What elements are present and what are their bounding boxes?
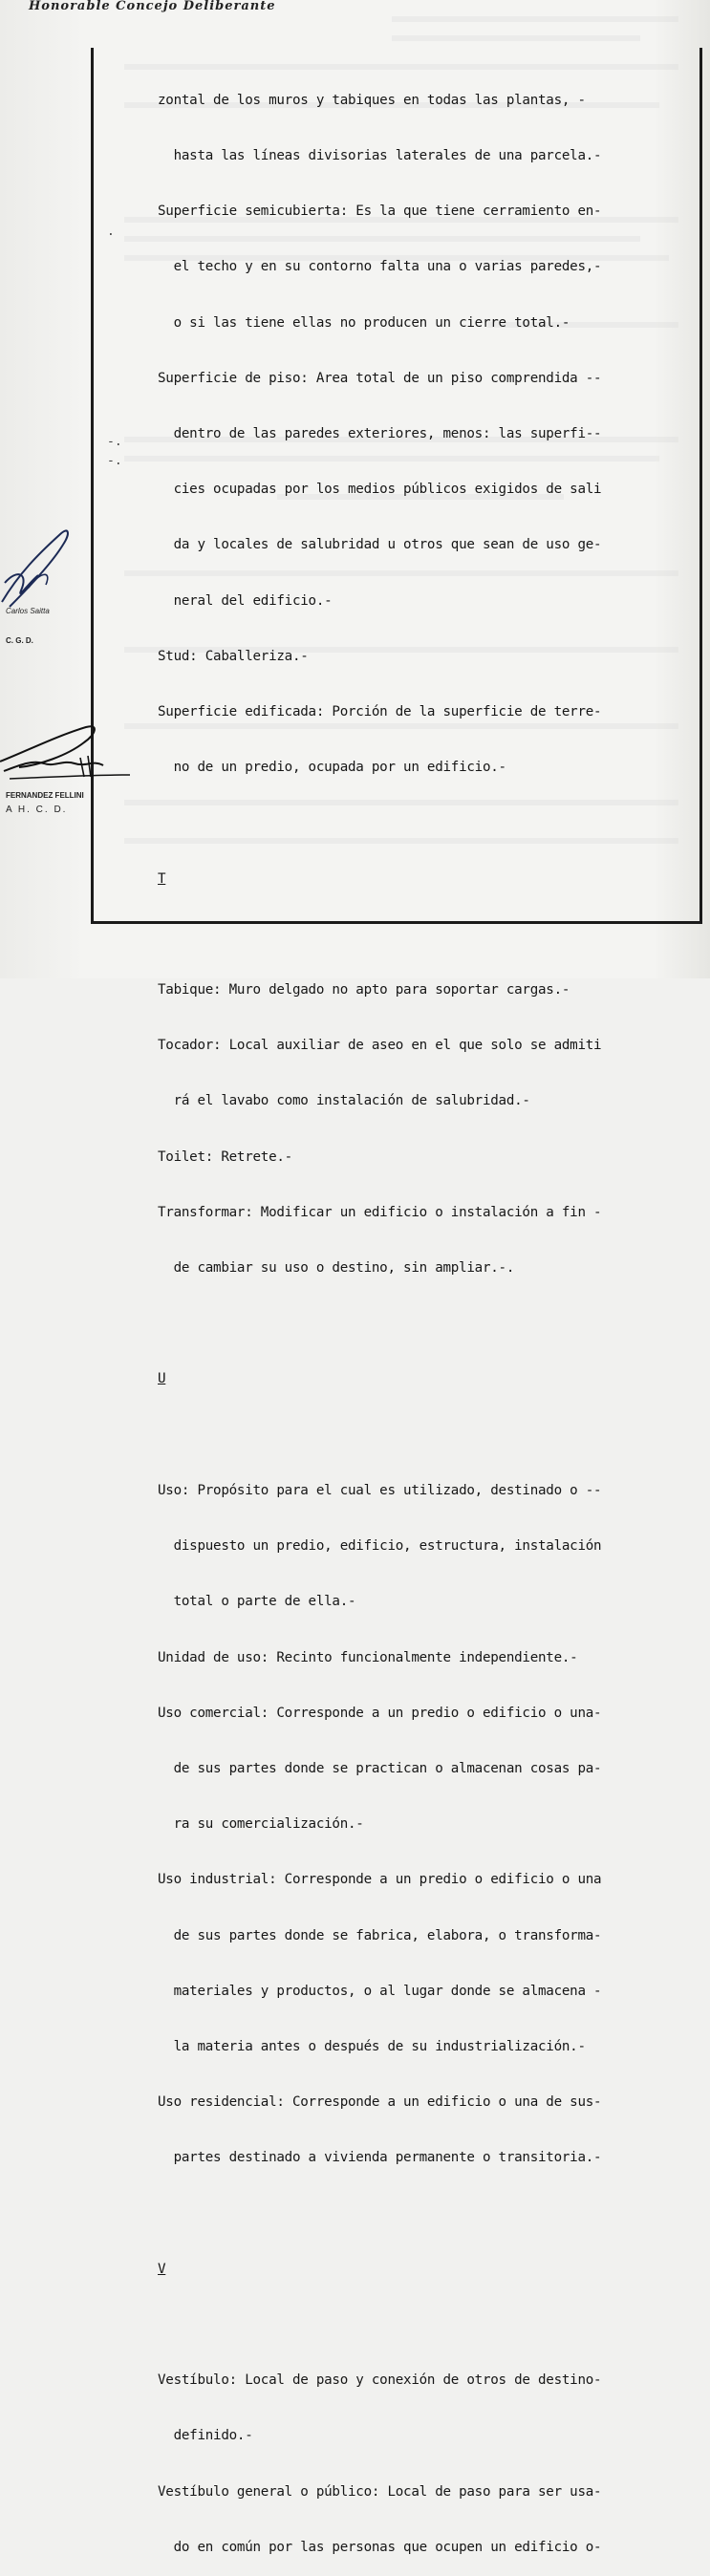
blank-line [158,1427,693,1445]
text-line: Tabique: Muro delgado no apto para soportar cargas.- [158,982,570,998]
section-letter-u: U [158,1371,166,1387]
text-line: dispuesto un predio, edificio, estructura, instalación [158,1538,602,1555]
text-line: de sus partes donde se fabrica, elabora, o transforma- [158,1927,602,1943]
text-line: la materia antes o después de su industrialización.- [158,2038,586,2054]
text-line: Uso residencial: Corresponde a un edificio o una de sus- [158,2094,602,2111]
text-line: definido.- [158,2428,253,2444]
text-line: hasta las líneas divisorias laterales de una parcela.- [158,148,602,164]
text-line: el techo y en su contorno falta una o varias paredes,- [158,259,602,275]
text-line: da y locales de salubridad u otros que sean de uso ge- [158,537,602,553]
upper-signature-name: Carlos Saitta [6,607,50,615]
blank-line [158,2205,693,2223]
text-line: Vestíbulo general o público: Local de paso para ser usa- [158,2483,602,2500]
margin-mark: -. [107,454,122,468]
document-body [158,54,693,2576]
text-line: de sus partes donde se practican o almacenan cosas pa- [158,1760,602,1776]
text-line: neral del edificio.- [158,592,333,609]
text-line: de cambiar su uso o destino, sin ampliar.-. [158,1260,515,1277]
section-letter-t: T [158,870,166,887]
blank-line [158,926,693,944]
text-line: partes destinado a vivienda permanente o transitoria.- [158,2150,602,2166]
text-line: Uso comercial: Corresponde a un predio o edificio o una- [158,1705,602,1721]
text-line: Tocador: Local auxiliar de aseo en el que solo se admiti [158,1038,602,1054]
text-line: Transformar: Modificar un edificio o instalación a fin - [158,1204,602,1220]
text-line: Unidad de uso: Recinto funcionalmente independiente.- [158,1649,578,1665]
margin-mark: -. [107,435,122,449]
header-fragment: Honorable Concejo Deliberante [29,0,276,13]
text-line: o si las tiene ellas no producen un cierre total.- [158,314,570,331]
text-line: Superficie semicubierta: Es la que tiene cerramiento en- [158,204,602,220]
text-line: Vestíbulo: Local de paso y conexión de otros de destino- [158,2372,602,2389]
text-line: cies ocupadas por los medios públicos exigidos de sali [158,482,602,498]
lower-signature-icon [0,721,134,793]
lower-signature-caption: A H. C. D. [6,805,68,815]
text-line: Uso industrial: Corresponde a un predio o edificio o una [158,1872,602,1888]
text-line: Superficie edificada: Porción de la superficie de terre- [158,704,602,720]
blank-line [158,1315,693,1333]
section-letter-v: V [158,2261,166,2277]
blank-line [158,2316,693,2334]
text-line: Stud: Caballeriza.- [158,648,309,664]
upper-signature-initials: C. G. D. [6,636,33,645]
text-line: dentro de las paredes exteriores, menos: las superfi-- [158,426,602,442]
text-line: total o parte de ella.- [158,1594,356,1610]
blank-line [158,814,693,832]
text-line: materiales y productos, o al lugar donde se almacena - [158,1983,602,1999]
text-line: Uso: Propósito para el cual es utilizado, destinado o -- [158,1482,602,1498]
text-line: do en común por las personas que ocupen un edificio o- [158,2539,602,2555]
text-line: ra su comercialización.- [158,1816,364,1833]
margin-mark: . [107,225,115,239]
text-line: rá el lavabo como instalación de salubridad.- [158,1093,530,1109]
lower-signature-name: FERNANDEZ FELLINI [6,791,84,800]
text-line: no de un predio, ocupada por un edificio.- [158,760,506,776]
text-line: Toilet: Retrete.- [158,1148,292,1165]
text-line: zontal de los muros y tabiques en todas las plantas, - [158,92,586,108]
text-line: Superficie de piso: Area total de un piso comprendida -- [158,370,602,386]
